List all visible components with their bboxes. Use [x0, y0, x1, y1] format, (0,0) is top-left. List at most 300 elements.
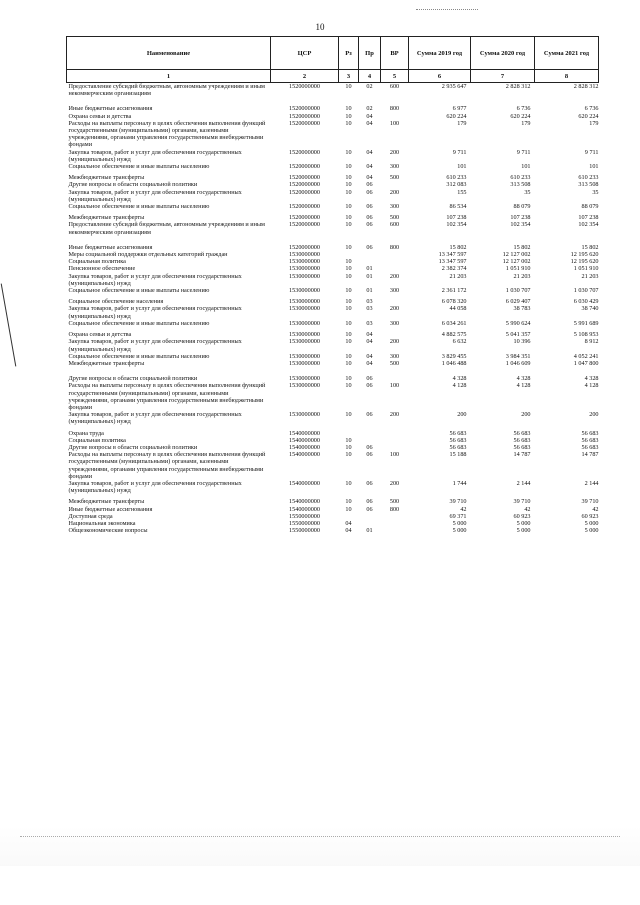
- row-rz: 10: [345, 188, 352, 196]
- row-pr: 04: [366, 331, 373, 339]
- table-row: [67, 360, 599, 367]
- row-sum-2020: 56 683: [513, 443, 531, 451]
- row-name: Расходы на выплаты персоналу в целях обеспечения выполнения функций государственными (муниципальными) органами, казенными учреждениями, органами управления государственными внебюджетными фондами: [68, 382, 266, 411]
- row-csr: 1540000000: [289, 479, 320, 487]
- row-vr: 300: [389, 203, 400, 211]
- row-sum-2020: 15 802: [513, 243, 531, 251]
- row-sum-2020: 107 238: [510, 214, 531, 222]
- row-spacer-cell: [67, 236, 599, 244]
- scan-mark-left: [1, 284, 17, 367]
- row-vr: [381, 513, 409, 520]
- row-sum-2020: 42: [524, 505, 531, 513]
- row-sum-2019: 21 203: [449, 272, 467, 280]
- row-sum-2020: 6 736: [516, 105, 531, 113]
- row-vr: 600: [389, 83, 400, 90]
- row-csr: 1530000000: [289, 319, 320, 327]
- row-sum-2019: 102 354: [446, 221, 467, 229]
- row-rz: 10: [345, 375, 352, 383]
- row-sum-2019: 56 683: [449, 429, 467, 437]
- row-vr: 100: [389, 382, 400, 390]
- row-pr: 04: [366, 338, 373, 346]
- row-name: Другие вопросы в области социальной политики: [68, 181, 198, 189]
- row-sum-2019: 56 683: [449, 436, 467, 444]
- row-csr: 1520000000: [289, 163, 320, 171]
- row-csr: 1530000000: [289, 352, 320, 360]
- row-csr: 1520000000: [289, 221, 320, 229]
- row-pr: 04: [366, 148, 373, 156]
- table-row: [67, 506, 599, 513]
- row-pr: [359, 437, 381, 444]
- row-sum-2021: 5 000: [584, 519, 599, 527]
- row-sum-2020: 620 224: [510, 112, 531, 120]
- row-rz: 10: [345, 451, 352, 459]
- row-name: Социальное обеспечение и иные выплаты населению: [68, 287, 210, 295]
- row-vr: 300: [389, 163, 400, 171]
- row-sum-2021: 39 710: [581, 498, 599, 506]
- row-name: Меры социальной поддержки отдельных категорий граждан: [68, 251, 228, 259]
- row-rz: 10: [345, 163, 352, 171]
- column-number: 1: [67, 70, 271, 83]
- table-row: [67, 527, 599, 534]
- row-pr: 06: [366, 443, 373, 451]
- row-rz: 10: [345, 105, 352, 113]
- row-csr: 1540000000: [289, 498, 320, 506]
- table-row: [67, 287, 599, 294]
- row-vr: [381, 181, 409, 188]
- row-csr: 1520000000: [289, 188, 320, 196]
- row-sum-2019: 1 046 488: [441, 359, 467, 367]
- table-row: [67, 480, 599, 494]
- row-csr: 1540000000: [289, 443, 320, 451]
- row-rz: 10: [345, 272, 352, 280]
- table-row: [67, 375, 599, 382]
- scan-noise: [20, 836, 620, 837]
- row-sum-2021: 1 030 707: [573, 287, 599, 295]
- row-name: Закупка товаров, работ и услуг для обеспечения государственных (муниципальных) нужд: [68, 272, 242, 287]
- table-row: [67, 444, 599, 451]
- row-vr: [381, 430, 409, 437]
- row-name: Охрана труда: [68, 429, 104, 437]
- row-name: Расходы на выплаты персоналу в целях обеспечения выполнения функций государственными (муниципальными) органами, казенными учреждениями, органами управления государственными внебюджетными фондами: [68, 451, 266, 480]
- row-pr: [359, 520, 381, 527]
- row-pr: 03: [366, 319, 373, 327]
- table-row: [67, 331, 599, 338]
- row-csr: 1540000000: [289, 429, 320, 437]
- row-sum-2020: 5 990 624: [505, 319, 531, 327]
- row-pr: 04: [366, 112, 373, 120]
- row-vr: 800: [389, 243, 400, 251]
- table-row: [67, 244, 599, 251]
- row-name: Межбюджетные трансферты: [68, 214, 145, 222]
- table-row: [67, 520, 599, 527]
- row-sum-2021: 60 923: [581, 512, 599, 520]
- row-name: Закупка товаров, работ и услуг для обеспечения государственных (муниципальных) нужд: [68, 188, 242, 203]
- row-sum-2020: 5 041 357: [505, 331, 531, 339]
- row-sum-2021: 179: [589, 119, 599, 127]
- row-csr: 1530000000: [289, 298, 320, 306]
- row-vr: 200: [389, 411, 400, 419]
- header-pr: Пр: [359, 37, 381, 70]
- row-name: Социальное обеспечение и иные выплаты населению: [68, 203, 210, 211]
- column-number: 7: [471, 70, 535, 83]
- row-sum-2021: 2 144: [584, 479, 599, 487]
- row-name: Социальная политика: [68, 436, 126, 444]
- row-rz: 10: [345, 181, 352, 189]
- row-rz: 10: [345, 203, 352, 211]
- row-vr: 200: [389, 148, 400, 156]
- table-row: [67, 320, 599, 327]
- row-name: Пенсионное обеспечение: [68, 265, 136, 273]
- row-vr: [381, 258, 409, 265]
- column-number: 4: [359, 70, 381, 83]
- row-sum-2021: 107 238: [578, 214, 599, 222]
- row-sum-2020: 313 508: [510, 181, 531, 189]
- row-csr: 1520000000: [289, 112, 320, 120]
- row-name: Закупка товаров, работ и услуг для обеспечения государственных (муниципальных) нужд: [68, 411, 242, 426]
- row-sum-2021: 200: [589, 411, 599, 419]
- table-row: [67, 513, 599, 520]
- row-name: Закупка товаров, работ и услуг для обеспечения государственных (муниципальных) нужд: [68, 338, 242, 353]
- table-row: [67, 251, 599, 258]
- row-pr: 06: [366, 375, 373, 383]
- table-row: [67, 214, 599, 221]
- row-csr: 1530000000: [289, 359, 320, 367]
- row-csr: 1530000000: [289, 331, 320, 339]
- table-row: [67, 105, 599, 112]
- scan-fade: [0, 826, 640, 866]
- row-vr: [381, 437, 409, 444]
- row-vr: 300: [389, 287, 400, 295]
- row-csr: 1530000000: [289, 375, 320, 383]
- table-row: [67, 189, 599, 203]
- row-sum-2020: 2 144: [516, 479, 531, 487]
- table-row: [67, 120, 599, 149]
- row-csr: 1530000000: [289, 258, 320, 266]
- row-name: Социальное обеспечение и иные выплаты населению: [68, 352, 210, 360]
- row-pr: 02: [366, 83, 373, 90]
- row-sum-2019: 4 882 575: [441, 331, 467, 339]
- row-rz: 10: [345, 119, 352, 127]
- row-sum-2021: 14 787: [581, 451, 599, 459]
- row-csr: 1530000000: [289, 265, 320, 273]
- row-sum-2019: 155: [457, 188, 467, 196]
- row-rz: 10: [345, 382, 352, 390]
- row-sum-2019: 4 328: [452, 375, 467, 383]
- row-sum-2019: 312 083: [446, 181, 467, 189]
- row-sum-2021: 620 224: [578, 112, 599, 120]
- row-csr: 1550000000: [289, 519, 320, 527]
- row-sum-2021: 56 683: [581, 436, 599, 444]
- row-name: Закупка товаров, работ и услуг для обеспечения государственных (муниципальных) нужд: [68, 148, 242, 163]
- row-csr: 1520000000: [289, 174, 320, 182]
- row-pr: 04: [366, 119, 373, 127]
- table-row: [67, 305, 599, 319]
- row-sum-2020: 2 828 312: [505, 83, 531, 90]
- row-sum-2019: 15 802: [449, 243, 467, 251]
- row-name: Другие вопросы в области социальной политики: [68, 443, 198, 451]
- row-rz: 10: [345, 411, 352, 419]
- row-vr: 200: [389, 272, 400, 280]
- row-pr: 06: [366, 451, 373, 459]
- row-rz: 10: [345, 243, 352, 251]
- row-vr: [381, 375, 409, 382]
- row-pr: [359, 251, 381, 258]
- row-sum-2019: 6 034 261: [441, 319, 467, 327]
- row-sum-2021: 610 233: [578, 174, 599, 182]
- row-vr: [381, 298, 409, 305]
- page-number: 10: [315, 22, 325, 32]
- row-csr: 1520000000: [289, 148, 320, 156]
- row-csr: 1520000000: [289, 105, 320, 113]
- row-sum-2020: 610 233: [510, 174, 531, 182]
- row-rz: 10: [345, 505, 352, 513]
- table-row: [67, 265, 599, 272]
- row-sum-2021: 313 508: [578, 181, 599, 189]
- row-sum-2020: 4 128: [516, 382, 531, 390]
- row-spacer: [67, 97, 599, 105]
- column-number: 5: [381, 70, 409, 83]
- row-sum-2019: 6 078 320: [441, 298, 467, 306]
- row-pr: [359, 430, 381, 437]
- header-rz: Рз: [339, 37, 359, 70]
- row-sum-2020: 12 127 002: [502, 251, 531, 259]
- row-sum-2021: 56 683: [581, 429, 599, 437]
- row-csr: 1540000000: [289, 451, 320, 459]
- row-name: Социальное обеспечение и иные выплаты населению: [68, 319, 210, 327]
- row-sum-2020: 21 203: [513, 272, 531, 280]
- row-sum-2020: 179: [521, 119, 531, 127]
- row-sum-2020: 38 783: [513, 305, 531, 313]
- column-number: 2: [271, 70, 339, 83]
- row-sum-2020: 60 923: [513, 512, 531, 520]
- row-sum-2019: 1 744: [452, 479, 467, 487]
- row-sum-2021: 5 991 689: [573, 319, 599, 327]
- row-sum-2020: 5 000: [516, 527, 531, 535]
- row-sum-2019: 13 347 597: [438, 258, 467, 266]
- row-sum-2019: 44 058: [449, 305, 467, 313]
- row-rz: 10: [345, 319, 352, 327]
- row-spacer: [67, 236, 599, 244]
- row-name: Социальная политика: [68, 258, 126, 266]
- table-row: [67, 353, 599, 360]
- row-rz: [339, 513, 359, 520]
- row-vr: 300: [389, 319, 400, 327]
- row-csr: 1530000000: [289, 305, 320, 313]
- row-sum-2019: 6 632: [452, 338, 467, 346]
- row-sum-2021: 35: [592, 188, 599, 196]
- row-sum-2020: 4 328: [516, 375, 531, 383]
- row-sum-2020: 200: [521, 411, 531, 419]
- row-csr: 1520000000: [289, 203, 320, 211]
- row-sum-2021: 88 079: [581, 203, 599, 211]
- row-sum-2021: 56 683: [581, 443, 599, 451]
- row-pr: 04: [366, 174, 373, 182]
- row-sum-2021: 5 108 953: [573, 331, 599, 339]
- row-name: Социальное обеспечение населения: [68, 298, 164, 306]
- row-pr: 06: [366, 203, 373, 211]
- table-row: [67, 437, 599, 444]
- row-sum-2021: 1 051 910: [573, 265, 599, 273]
- row-rz: 10: [345, 83, 352, 90]
- row-name: Иные бюджетные ассигнования: [68, 243, 153, 251]
- row-name: Межбюджетные трансферты: [68, 359, 145, 367]
- row-sum-2019: 5 000: [452, 519, 467, 527]
- row-vr: 100: [389, 451, 400, 459]
- row-rz: 10: [345, 148, 352, 156]
- row-csr: 1530000000: [289, 251, 320, 259]
- row-csr: 1550000000: [289, 512, 320, 520]
- table-row: [67, 258, 599, 265]
- row-pr: 04: [366, 352, 373, 360]
- table-row: [67, 163, 599, 170]
- header-vr: ВР: [381, 37, 409, 70]
- row-name: Закупка товаров, работ и услуг для обеспечения государственных (муниципальных) нужд: [68, 305, 242, 320]
- row-sum-2020: 1 030 707: [505, 287, 531, 295]
- row-name: Социальное обеспечение и иные выплаты населению: [68, 163, 210, 171]
- row-rz: 10: [345, 305, 352, 313]
- row-rz: 10: [345, 359, 352, 367]
- row-pr: 06: [366, 181, 373, 189]
- row-vr: [381, 113, 409, 120]
- row-name: Иные бюджетные ассигнования: [68, 505, 153, 513]
- row-sum-2020: 6 029 407: [505, 298, 531, 306]
- row-sum-2021: 12 195 620: [570, 258, 599, 266]
- row-sum-2019: 13 347 597: [438, 251, 467, 259]
- row-csr: 1540000000: [289, 436, 320, 444]
- row-vr: 200: [389, 305, 400, 313]
- row-pr: 01: [366, 272, 373, 280]
- row-name: Закупка товаров, работ и услуг для обеспечения государственных (муниципальных) нужд: [68, 479, 242, 495]
- row-csr: 1520000000: [289, 83, 320, 90]
- row-pr: 01: [366, 527, 373, 535]
- row-sum-2020: 102 354: [510, 221, 531, 229]
- row-sum-2019: 5 000: [452, 527, 467, 535]
- row-sum-2019: 69 371: [449, 512, 467, 520]
- row-csr: 1530000000: [289, 338, 320, 346]
- row-vr: 600: [389, 221, 400, 229]
- row-rz: 10: [345, 479, 352, 487]
- column-number: 3: [339, 70, 359, 83]
- header-name: Наименование: [67, 37, 271, 70]
- row-spacer-cell: [67, 97, 599, 105]
- row-csr: 1520000000: [289, 243, 320, 251]
- row-sum-2021: 4 052 241: [573, 352, 599, 360]
- row-sum-2019: 56 683: [449, 443, 467, 451]
- table-row: [67, 181, 599, 188]
- row-sum-2019: 620 224: [446, 112, 467, 120]
- row-sum-2021: 42: [592, 505, 599, 513]
- row-spacer: [67, 367, 599, 375]
- table-row: [67, 498, 599, 505]
- table-row: [67, 430, 599, 437]
- row-rz: 10: [345, 331, 352, 339]
- row-vr: [381, 331, 409, 338]
- row-sum-2020: 9 711: [516, 148, 531, 156]
- row-pr: 06: [366, 221, 373, 229]
- row-sum-2021: 15 802: [581, 243, 599, 251]
- row-pr: 06: [366, 382, 373, 390]
- row-name: Предоставление субсидий бюджетным, автономным учреждениям и иным некоммерческим организациям: [68, 221, 265, 236]
- row-sum-2021: 4 328: [584, 375, 599, 383]
- row-name: Иные бюджетные ассигнования: [68, 105, 153, 113]
- row-sum-2019: 200: [457, 411, 467, 419]
- row-vr: 100: [389, 119, 400, 127]
- column-number-row: [67, 70, 599, 83]
- row-csr: 1540000000: [289, 505, 320, 513]
- row-rz: 10: [345, 174, 352, 182]
- table-row: [67, 382, 599, 411]
- table-row: [67, 221, 599, 235]
- row-sum-2020: 5 000: [516, 519, 531, 527]
- row-pr: 02: [366, 105, 373, 113]
- table-row: [67, 174, 599, 181]
- row-sum-2021: 4 128: [584, 382, 599, 390]
- row-sum-2019: 15 188: [449, 451, 467, 459]
- row-sum-2019: 107 238: [446, 214, 467, 222]
- row-sum-2020: 3 984 351: [505, 352, 531, 360]
- table-row: [67, 298, 599, 305]
- row-pr: 04: [366, 359, 373, 367]
- row-name: Предоставление субсидий бюджетным, автономным учреждениям и иным некоммерческим организациям: [68, 83, 265, 98]
- row-vr: 200: [389, 188, 400, 196]
- row-vr: [381, 520, 409, 527]
- row-sum-2021: 101: [589, 163, 599, 171]
- row-rz: 04: [345, 519, 352, 527]
- table-header-row: [67, 37, 599, 70]
- row-sum-2021: 2 828 312: [573, 83, 599, 90]
- row-name: Межбюджетные трансферты: [68, 174, 145, 182]
- row-sum-2021: 38 740: [581, 305, 599, 313]
- header-sum-2019: Сумма 2019 год: [409, 37, 471, 70]
- row-vr: 500: [389, 498, 400, 506]
- table-row: [67, 113, 599, 120]
- row-csr: 1520000000: [289, 181, 320, 189]
- row-vr: [381, 444, 409, 451]
- row-pr: [359, 258, 381, 265]
- row-sum-2020: 101: [521, 163, 531, 171]
- row-vr: 500: [389, 359, 400, 367]
- row-vr: [381, 265, 409, 272]
- row-sum-2021: 5 000: [584, 527, 599, 535]
- row-pr: 06: [366, 498, 373, 506]
- row-sum-2019: 2 382 374: [441, 265, 467, 273]
- row-pr: 06: [366, 505, 373, 513]
- budget-document: [66, 36, 598, 534]
- row-rz: 10: [345, 352, 352, 360]
- row-rz: 10: [345, 214, 352, 222]
- header-sum-2021: Сумма 2021 год: [535, 37, 599, 70]
- row-name: Доступная среда: [68, 512, 113, 520]
- row-sum-2019: 42: [460, 505, 467, 513]
- table-row: [67, 451, 599, 480]
- row-sum-2019: 6 977: [452, 105, 467, 113]
- row-sum-2019: 9 711: [452, 148, 467, 156]
- row-sum-2021: 6 736: [584, 105, 599, 113]
- row-pr: [359, 513, 381, 520]
- column-number: 8: [535, 70, 599, 83]
- budget-table: [66, 36, 599, 534]
- row-csr: 1530000000: [289, 287, 320, 295]
- row-rz: 10: [345, 443, 352, 451]
- row-name: Охрана семьи и детства: [68, 331, 132, 339]
- row-rz: 10: [345, 265, 352, 273]
- row-name: Расходы на выплаты персоналу в целях обеспечения выполнения функций государственными (муниципальными) органами, казенными учреждениями, органами управления государственными внебюджетными фондами: [68, 119, 266, 149]
- row-sum-2021: 12 195 620: [570, 251, 599, 259]
- row-sum-2020: 1 051 910: [505, 265, 531, 273]
- row-csr: 1530000000: [289, 382, 320, 390]
- row-sum-2020: 12 127 002: [502, 258, 531, 266]
- row-csr: 1530000000: [289, 272, 320, 280]
